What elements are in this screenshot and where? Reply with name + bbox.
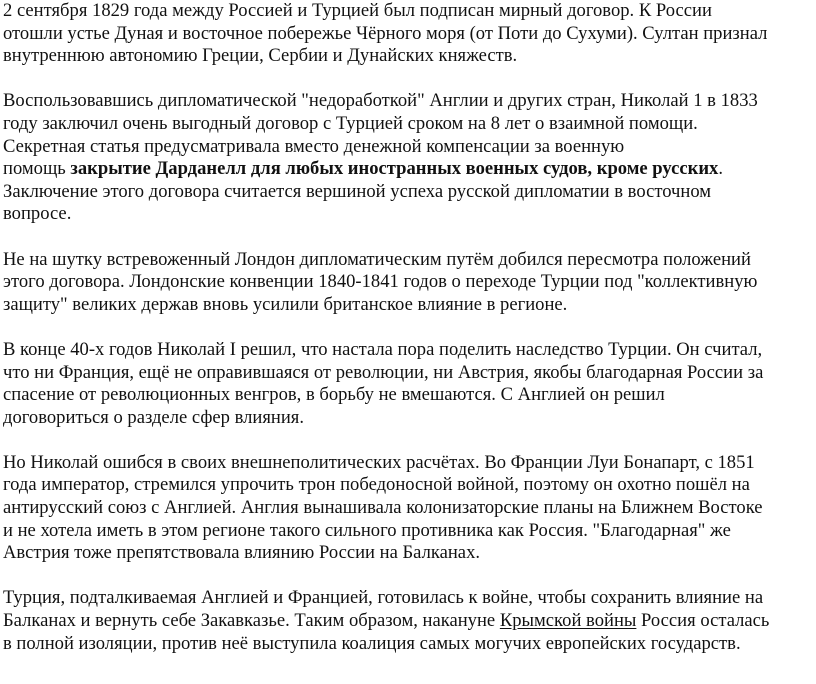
- document-body: [3, 0, 813, 655]
- text-line: [3, 0, 813, 23]
- text-segment: отошли устье Дуная и восточное побережье Чёрного моря (от Поти до Сухуми). Султан признал: [3, 22, 768, 44]
- text-line: [3, 339, 813, 362]
- text-segment: договориться о разделе сфер влияния.: [3, 406, 305, 428]
- text-line: [3, 542, 813, 565]
- text-segment: 2 сентября 1829 года между Россией и Турцией был подписан мирный договор. К России: [3, 0, 712, 21]
- text-line: [3, 249, 813, 272]
- text-segment: в полной изоляции, против неё выступила коалиция самых могучих европейских государств.: [3, 632, 741, 654]
- paragraph-6: [3, 587, 813, 655]
- text-line: [3, 497, 813, 520]
- text-line: [3, 45, 813, 68]
- text-segment: и не хотела иметь в этом регионе такого сильного противника как Россия. "Благодарная" же: [3, 519, 731, 541]
- text-segment: спасение от революционных венгров, в борьбу не вмешаются. С Англией он решил: [3, 384, 665, 406]
- text-segment: В конце 40-х годов Николай I решил, что настала пора поделить наследство Турции. Он считал,: [3, 338, 763, 360]
- text-line: [3, 362, 813, 385]
- text-segment: Балканах и вернуть себе Закавказье. Таким образом, накануне: [3, 610, 500, 632]
- paragraph-5: [3, 452, 813, 565]
- paragraph-gap: [3, 316, 813, 339]
- text-line: [3, 158, 813, 181]
- text-line: [3, 23, 813, 46]
- text-segment: Турция, подталкиваемая Англией и Францией, готовилась к войне, чтобы сохранить влияние на: [3, 587, 764, 609]
- paragraph-2: [3, 90, 813, 226]
- text-segment: защиту" великих держав вновь усилили британское влияние в регионе.: [3, 293, 568, 315]
- text-segment: помощь: [3, 158, 71, 180]
- text-segment: году заключил очень выгодный договор с Турцией сроком на 8 лет о взаимной помощи.: [3, 112, 698, 134]
- text-segment: Не на шутку встревоженный Лондон дипломатическим путём добился пересмотра положений: [3, 248, 751, 270]
- text-line: [3, 520, 813, 543]
- text-line: [3, 271, 813, 294]
- text-line: [3, 474, 813, 497]
- text-segment: вопросе.: [3, 203, 72, 225]
- text-line: [3, 633, 813, 656]
- text-line: [3, 384, 813, 407]
- text-segment: Россия осталась: [636, 610, 770, 632]
- text-segment: что ни Франция, ещё не оправившаяся от революции, ни Австрия, якобы благодарная России за: [3, 361, 764, 383]
- text-line: [3, 181, 813, 204]
- text-segment: Воспользовавшись дипломатической "недоработкой" Англии и других стран, Николай 1 в 1833: [3, 90, 758, 112]
- paragraph-3: [3, 249, 813, 317]
- text-segment: антирусский союз с Англией. Англия вынашивала колонизаторские планы на Ближнем Востоке: [3, 497, 763, 519]
- text-segment: года император, стремился упрочить трон победоносной войной, поэтому он охотно пошёл на: [3, 474, 750, 496]
- text-line: [3, 136, 813, 159]
- paragraph-gap: [3, 226, 813, 249]
- text-segment: Секретная статья предусматривала вместо денежной компенсации за военную: [3, 135, 625, 157]
- text-line: [3, 610, 813, 633]
- text-segment: этого договора. Лондонские конвенции 1840-1841 годов о переходе Турции под "коллективную: [3, 271, 758, 293]
- paragraph-gap: [3, 565, 813, 588]
- paragraph-4: [3, 339, 813, 429]
- text-line: [3, 452, 813, 475]
- paragraph-gap: [3, 68, 813, 91]
- text-line: [3, 587, 813, 610]
- text-segment: Заключение этого договора считается вершиной успеха русской дипломатии в восточном: [3, 180, 712, 202]
- text-segment: Австрия тоже препятствовала влиянию России на Балканах.: [3, 542, 481, 564]
- text-line: [3, 203, 813, 226]
- text-segment: внутреннюю автономию Греции, Сербии и Дунайских княжеств.: [3, 45, 518, 67]
- text-line: [3, 294, 813, 317]
- paragraph-gap: [3, 429, 813, 452]
- text-line: [3, 90, 813, 113]
- paragraph-1: [3, 0, 813, 68]
- text-segment: Но Николай ошибся в своих внешнеполитических расчётах. Во Франции Луи Бонапарт, с 1851: [3, 451, 755, 473]
- text-line: [3, 407, 813, 430]
- bold-phrase: закрытие Дарданелл для любых иностранных военных судов, кроме русских: [70, 158, 719, 180]
- crimean-war-link[interactable]: Крымской войны: [499, 610, 637, 632]
- text-line: [3, 113, 813, 136]
- text-segment: .: [718, 158, 724, 180]
